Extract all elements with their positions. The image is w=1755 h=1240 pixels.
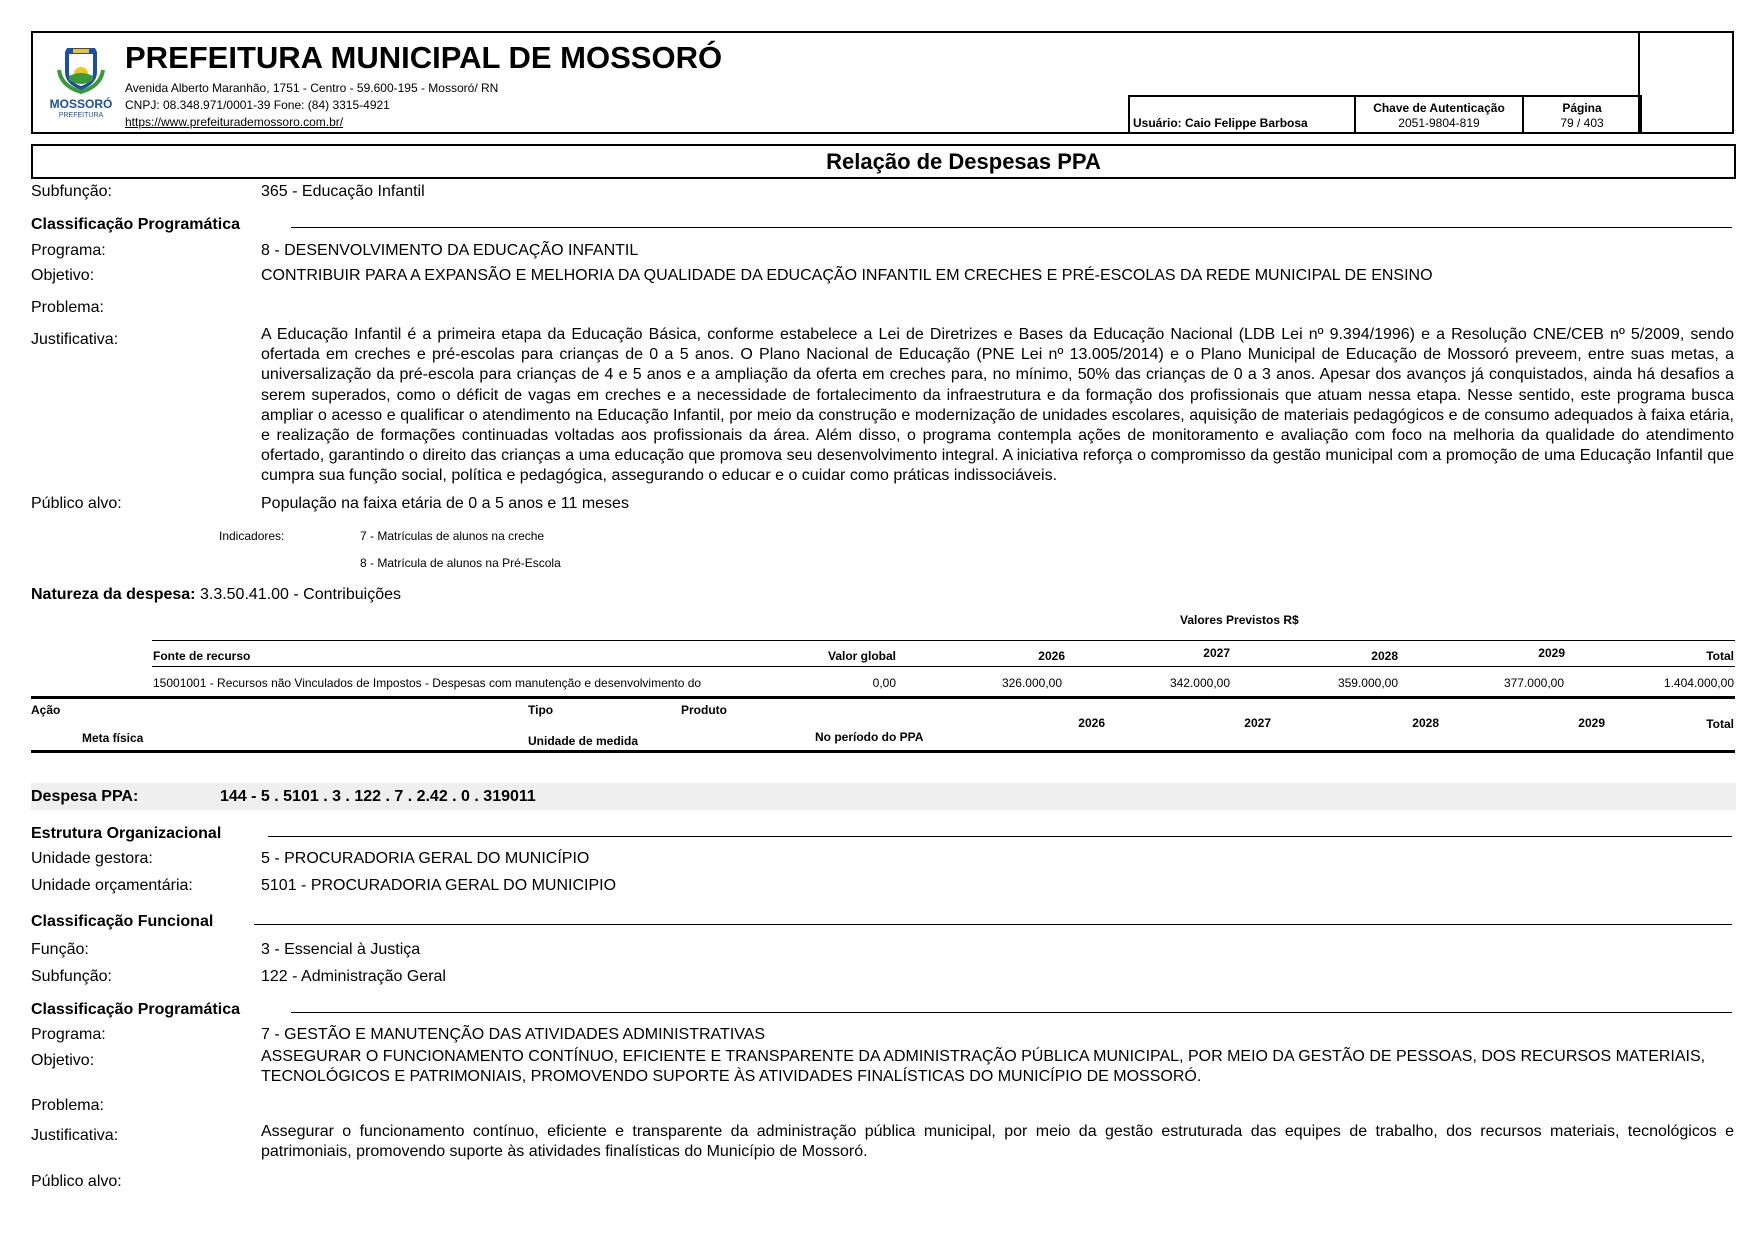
section-rule [291,1012,1732,1013]
value-2028-cell: 359.000,00 [1337,676,1398,690]
justificativa-label: Justificativa: [31,331,119,348]
subfuncao-label: Subfunção: [31,968,112,985]
justificativa-line: universalização da pré-escola para crianças de 4 e 5 anos e a ampliação da oferta em creches para, no mínimo, 50% das crianças de 0 a 3 anos. Apesar dos avanços já conquistados, ainda há [261,366,1656,384]
col-meta-2027: 2027 [1244,716,1271,730]
justificativa-line: ofertada em creches e pré-escolas para crianças de 0 a 5 anos. O Plano Nacional de Educação (PNE Lei nº 13.005/2014) e o Plano Municipal de Educação de Mossoró preveem, entre suas metas, a [261,346,1734,364]
justificativa-line: adequados à faixa etária, e realização de formações continuadas voltadas aos profissionais da área. Além disso, o programa contempla ações de monitoramento e avaliação com foco na melhoria da [261,406,1734,445]
publico-value: População na faixa etária de 0 a 5 anos e 11 meses [261,495,629,512]
value-2027-cell: 342.000,00 [1169,676,1230,690]
col-meta-2029: 2029 [1578,716,1605,730]
fonte-cell: 15001001 - Recursos não Vinculados de Impostos - Despesas com manutenção e desenvolvimento do [153,676,702,690]
subfuncao-value: 365 - Educação Infantil [261,183,425,200]
subfuncao-value: 122 - Administração Geral [261,968,446,985]
unidade-orcamentaria-value: 5101 - PROCURADORIA GERAL DO MUNICIPIO [261,877,617,894]
col-periodo-ppa: No período do PPA [815,730,924,744]
objetivo-label: Objetivo: [31,1052,95,1069]
col-acao: Ação [31,703,61,717]
despesa-ppa-code: 144 - 5 . 5101 . 3 . 122 . 7 . 2.42 . 0 . 319011 [220,788,536,805]
logo-text: MOSSORÓ [49,97,113,111]
indicadores-label: Indicadores: [219,529,285,543]
objetivo-value [261,1047,1734,1087]
justificativa-label: Justificativa: [31,1127,119,1144]
col-2029: 2029 [1538,646,1565,660]
justificativa-line: patrimoniais, promovendo suporte às atividades finalísticas do Município de Mossoró. [261,1143,868,1161]
auth-key-cell [1356,97,1524,134]
section-classificacao-funcional: Classificação Funcional [31,913,214,930]
col-total: Total [1706,649,1734,663]
col-meta-2026: 2026 [1078,716,1105,730]
col-2026: 2026 [1038,649,1065,663]
problema-label: Problema: [31,1097,104,1114]
col-unidade-medida: Unidade de medida [528,734,639,748]
org-contact [125,80,498,131]
auth-key-value: 2051-9804-819 [1398,115,1480,130]
funcao-value: 3 - Essencial à Justiça [261,941,421,958]
table-rule [152,640,1735,641]
value-2029-cell: 377.000,00 [1503,676,1564,690]
auth-key-label: Chave de Autenticação [1373,100,1505,115]
natureza-value: 3.3.50.41.00 - Contribuições [199,586,401,603]
header-meta [1128,95,1642,134]
problema-label: Problema: [31,299,104,316]
page-number: 79 / 403 [1560,115,1604,130]
org-website-link[interactable]: https://www.prefeiturademossoro.com.br/ [125,115,344,129]
table-rule-thick [31,696,1735,699]
objetivo-line: TECNOLÓGICOS E PATRIMONIAIS, PROMOVENDO SUPORTE ÀS ATIVIDADES FINALÍSTICAS DO MUNICÍPIO DE MOSSORÓ. [261,1068,1202,1085]
org-address: Avenida Alberto Maranhão, 1751 - Centro - 59.600-195 - Mossoró/ RN [125,81,499,95]
col-produto: Produto [681,703,727,717]
objetivo-label: Objetivo: [31,267,95,284]
natureza-despesa [31,585,401,605]
indicador-item: 8 - Matrícula de alunos na Pré-Escola [360,556,561,570]
subfuncao-label: Subfunção: [31,183,112,200]
section-classificacao-programatica: Classificação Programática [31,216,240,233]
table-rule [152,666,1735,667]
total-cell: 1.404.000,00 [1663,676,1734,690]
unidade-gestora-value: 5 - PROCURADORIA GERAL DO MUNICÍPIO [261,850,590,867]
page-cell [1524,97,1642,134]
unidade-gestora-label: Unidade gestora: [31,850,153,867]
coat-of-arms-icon [43,46,119,98]
unidade-orcamentaria-label: Unidade orçamentária: [31,877,193,894]
org-cnpj-phone: CNPJ: 08.348.971/0001-39 Fone: (84) 3315-4921 [125,98,390,112]
funcao-label: Função: [31,941,89,958]
logo-subtext: PREFEITURA [58,112,104,119]
objetivo-value: CONTRIBUIR PARA A EXPANSÃO E MELHORIA DA QUALIDADE DA EDUCAÇÃO INFANTIL EM CRECHES E PRÉ-ESCOLAS DA REDE MUNICIPAL DE ENSINO [261,267,1433,284]
valor-global-cell: 0,00 [872,676,896,690]
col-meta-fisica: Meta física [82,731,144,745]
programa-label: Programa: [31,242,106,259]
section-classificacao-programatica: Classificação Programática [31,1001,240,1018]
org-name: PREFEITURA MUNICIPAL DE MOSSORÓ [125,40,723,75]
valores-previstos-title: Valores Previstos R$ [1180,613,1299,627]
col-meta-2028: 2028 [1412,716,1439,730]
justificativa-line: desafios a serem superados, como o déficit de vagas em creches e a necessidade de fortalecimento da infraestrutura e da formação dos profissionais que atuam nessa etapa. Nesse sentido, este [261,366,1734,404]
value-2026-cell: 326.000,00 [1001,676,1062,690]
section-estrutura-organizacional: Estrutura Organizacional [31,825,222,842]
programa-value: 8 - DESENVOLVIMENTO DA EDUCAÇÃO INFANTIL [261,242,639,259]
justificativa-line: qualidade do atendimento ofertado, garantindo o direito das crianças a uma educação que promova seu desenvolvimento integral. A iniciativa reforça o compromisso da gestão municipal com a [261,427,1734,465]
col-2028: 2028 [1371,649,1398,663]
city-logo [43,46,119,98]
report-title: Relação de Despesas PPA [31,144,1736,179]
table-rule-thick [31,750,1735,753]
indicador-item: 7 - Matrículas de alunos na creche [360,529,545,543]
col-tipo: Tipo [528,703,554,717]
section-rule [268,836,1732,837]
user-name: Usuário: Caio Felippe Barbosa [1130,97,1356,134]
col-2027: 2027 [1203,646,1230,660]
justificativa-text [261,325,1734,489]
despesa-ppa-label: Despesa PPA: [31,788,139,805]
section-rule [254,924,1732,925]
natureza-label: Natureza da despesa: [31,586,196,603]
page-label: Página [1562,100,1602,115]
section-rule [291,227,1732,228]
justificativa-line: Assegurar o funcionamento contínuo, eficiente e transparente da administração pública municipal, por meio da gestão estruturada das equipes de trabalho, dos recursos materiais, tecnológicos e [261,1123,1734,1140]
publico-label: Público alvo: [31,1173,122,1190]
col-valor-global: Valor global [827,649,896,663]
objetivo-line: ASSEGURAR O FUNCIONAMENTO CONTÍNUO, EFICIENTE E TRANSPARENTE DA ADMINISTRAÇÃO PÚBLICA MUNICIPAL, POR MEIO DA GESTÃO DE PESSOAS, DOS RECURSOS MATERIAIS, [261,1048,1706,1065]
programa-label: Programa: [31,1026,106,1043]
col-meta-total: Total [1706,717,1734,731]
justificativa-line: promoção de uma Educação Infantil que cumpra sua função social, política e pedagógica, assegurando o educar e o cuidar como práticas indissociáveis. [261,447,1734,485]
programa-value: 7 - GESTÃO E MANUTENÇÃO DAS ATIVIDADES ADMINISTRATIVAS [261,1026,766,1043]
col-fonte-recurso: Fonte de recurso [153,649,251,663]
justificativa-line: A Educação Infantil é a primeira etapa da Educação Básica, conforme estabelece a Lei de Diretrizes e Bases da Educação Nacional (LDB Lei nº 9.394/1996) e a Resolução CNE/CEB nº 5/2009, sendo [261,326,1734,343]
publico-label: Público alvo: [31,495,122,512]
justificativa-text [261,1122,1734,1164]
justificativa-line: programa busca ampliar o acesso e qualificar o atendimento na Educação Infantil, por meio da construção e modernização de unidades escolares, aquisição de materiais pedagógicos e de consumo [261,386,1734,424]
